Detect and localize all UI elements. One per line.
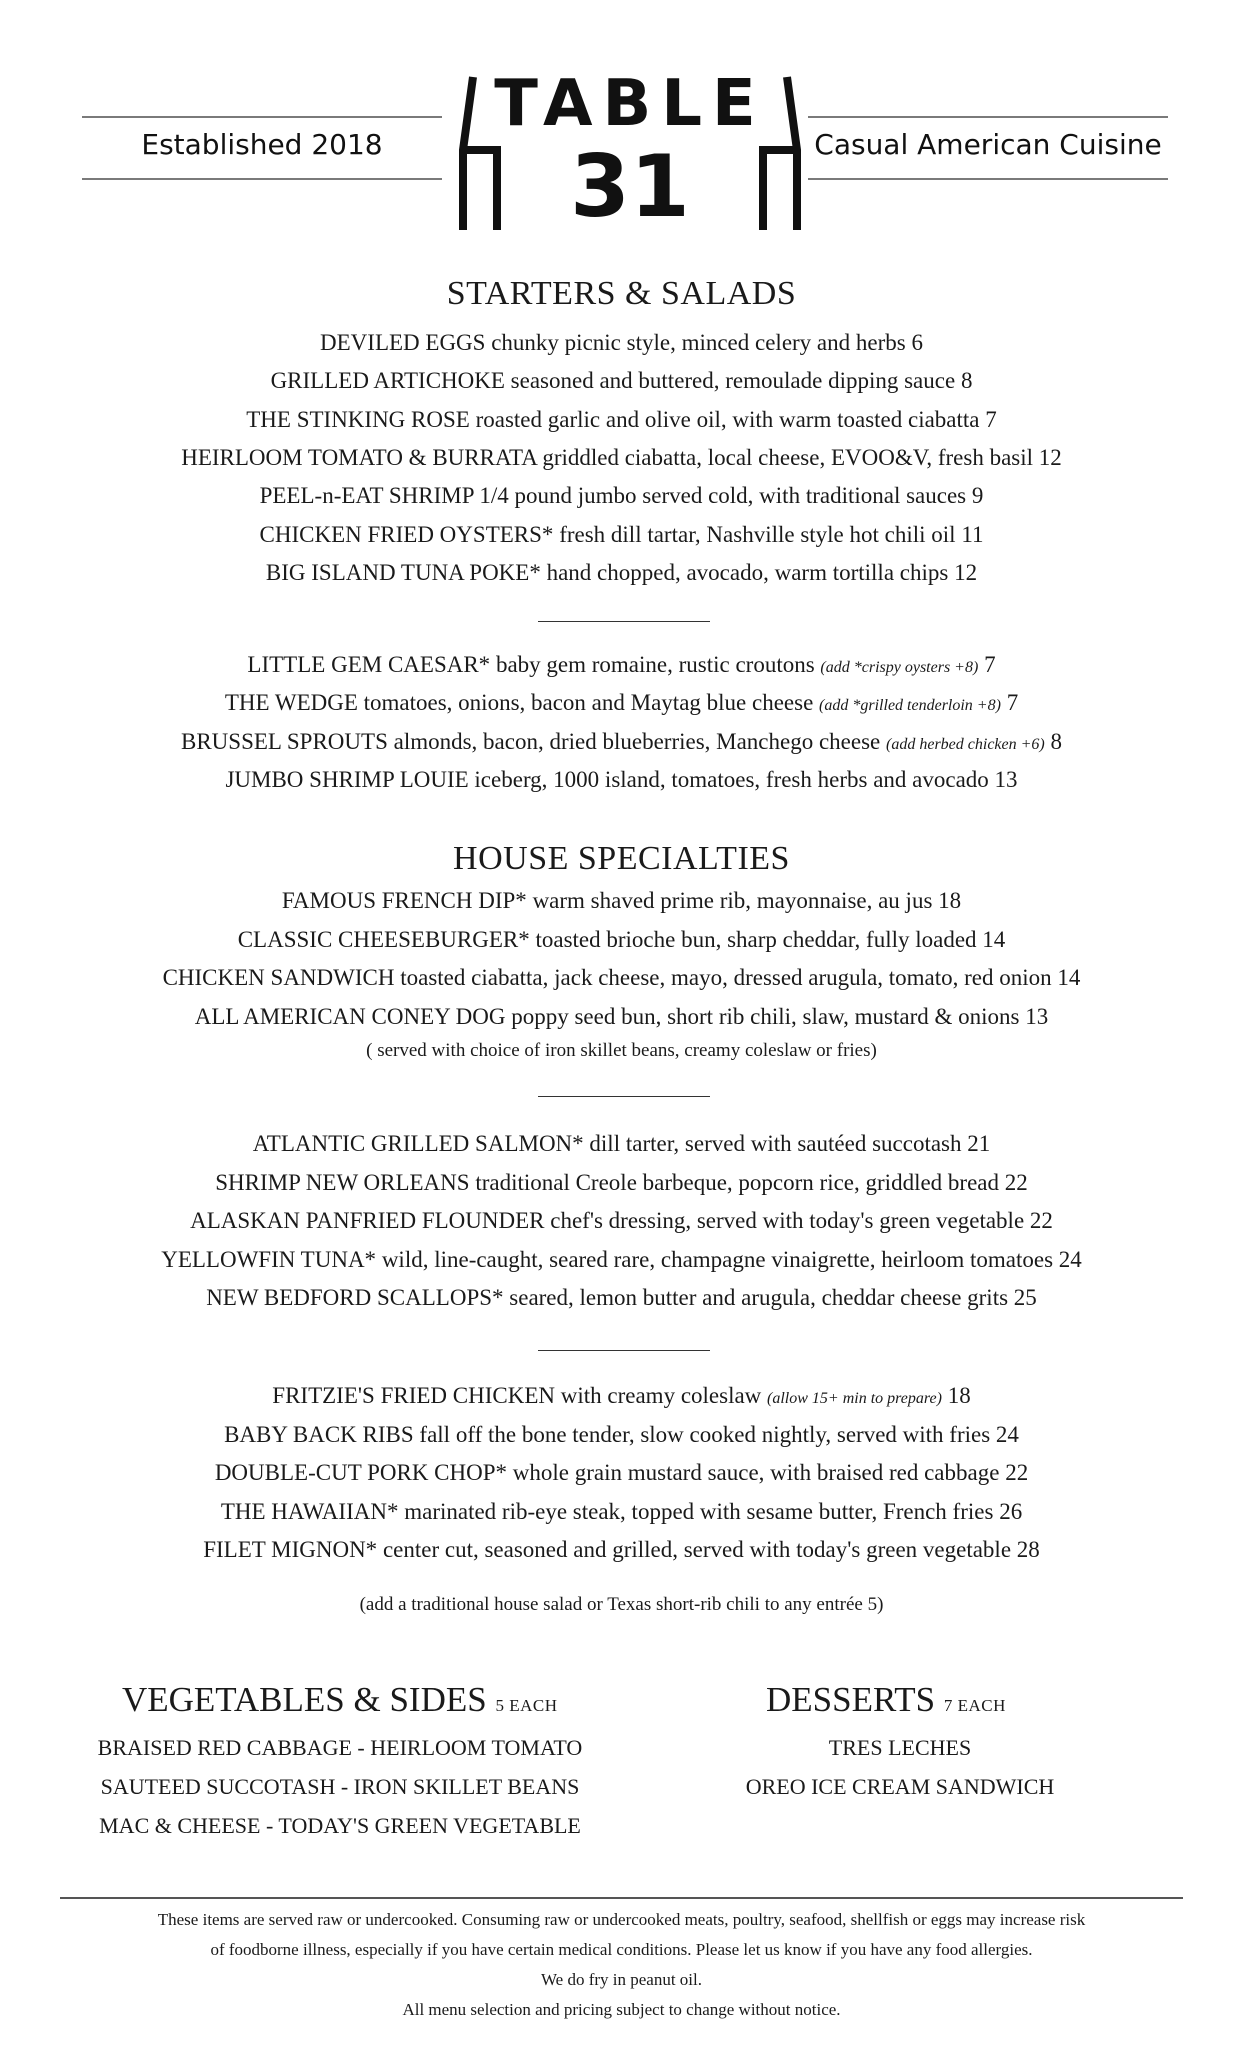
menu-item-description: hand chopped, avocado, warm tortilla chips <box>546 559 949 585</box>
menu-item <box>0 1499 1243 1525</box>
menu-item-price: 7 <box>985 406 997 432</box>
menu-item <box>0 560 1243 586</box>
menu-item-name: JUMBO SHRIMP LOUIE <box>225 766 469 792</box>
footer-rule <box>60 1897 1183 1899</box>
menu-item-price: 6 <box>911 330 923 355</box>
menu-item-price: 13 <box>1025 1003 1049 1029</box>
menu-item-description: seared, lemon butter and arugula, cheddar cheese grits <box>509 1285 1009 1310</box>
menu-item-price: 7 <box>1006 690 1019 716</box>
menu-item <box>0 965 1243 991</box>
menu-item-name: THE HAWAIIAN* <box>220 1498 399 1524</box>
header-rule <box>82 116 442 118</box>
menu-item-description: roasted garlic and olive oil, with warm toasted ciabatta <box>475 406 980 432</box>
section-divider <box>538 1350 710 1351</box>
menu-item-name: BABY BACK RIBS <box>224 1421 414 1447</box>
menu-item-name: THE STINKING ROSE <box>246 406 470 432</box>
menu-item-note: (allow 15+ min to prepare) <box>767 1390 942 1407</box>
menu-item-price: 7 <box>984 652 996 677</box>
section-divider <box>538 1096 710 1097</box>
menu-item-name: FAMOUS FRENCH DIP* <box>281 888 527 913</box>
menu-item-price: 25 <box>1013 1285 1037 1310</box>
menu-item-price: 14 <box>982 926 1006 952</box>
menu-item-price: 8 <box>960 368 973 394</box>
menu-item <box>0 445 1243 471</box>
menu-item <box>0 1004 1243 1030</box>
menu-item <box>0 1247 1243 1273</box>
menu-item-description: fresh dill tartar, Nashville style hot chili oil <box>559 521 956 547</box>
disclaimer-line: These items are served raw or undercooked. Consuming raw or undercooked meats, poultry, seafood, shellfish or eggs may increase risk <box>157 1910 1086 1929</box>
sides-title <box>122 1680 557 1720</box>
desserts-title <box>766 1680 1006 1720</box>
menu-item <box>0 1170 1243 1196</box>
menu-item-description: seasoned and buttered, remoulade dipping sauce <box>510 368 956 394</box>
menu-item-price: 22 <box>1029 1208 1053 1233</box>
section-title-starters: STARTERS & SALADS <box>446 275 797 312</box>
cuisine-tagline: Casual American Cuisine <box>814 128 1162 161</box>
menu-item-name: THE WEDGE <box>224 690 358 716</box>
dessert-line: TRES LECHES <box>828 1735 972 1760</box>
disclaimer-line: We do fry in peanut oil. <box>540 1970 703 1989</box>
menu-item-name: HEIRLOOM TOMATO & BURRATA <box>181 444 537 470</box>
menu-item-name: DEVILED EGGS <box>320 330 486 355</box>
menu-item-description: tomatoes, onions, bacon and Maytag blue cheese <box>363 690 814 716</box>
menu-item-name: CLASSIC CHEESEBURGER* <box>237 926 530 952</box>
menu-item <box>0 1131 1243 1157</box>
sides-line: MAC & CHEESE - TODAY'S GREEN VEGETABLE <box>99 1813 581 1838</box>
menu-item <box>0 1208 1243 1234</box>
menu-item-description: center cut, seasoned and grilled, served with today's green vegetable <box>382 1537 1012 1562</box>
menu-item-price: 24 <box>1058 1246 1082 1272</box>
menu-item-price: 11 <box>961 521 984 547</box>
menu-item-description: griddled ciabatta, local cheese, EVOO&V, fresh basil <box>542 444 1034 470</box>
entree-note: (add a traditional house salad or Texas short-rib chili to any entrée 5) <box>359 1594 884 1615</box>
menu-item-description: 1/4 pound jumbo served cold, with traditional sauces <box>479 483 967 509</box>
menu-item-description: marinated rib-eye steak, topped with sesame butter, French fries <box>404 1498 994 1524</box>
dessert-line: OREO ICE CREAM SANDWICH <box>745 1774 1055 1799</box>
menu-item-description: wild, line-caught, seared rare, champagne vinaigrette, heirloom tomatoes <box>381 1246 1054 1272</box>
menu-item <box>0 483 1243 509</box>
menu-item-price: 21 <box>967 1131 991 1156</box>
menu-item <box>0 522 1243 548</box>
menu-item-name: FILET MIGNON* <box>203 1537 378 1562</box>
menu-item <box>0 1422 1243 1448</box>
menu-item-name: NEW BEDFORD SCALLOPS* <box>206 1285 504 1310</box>
menu-item-name: PEEL-n-EAT SHRIMP <box>259 483 474 509</box>
logo-number: 31 <box>570 137 690 237</box>
menu-item-name: DOUBLE-CUT PORK CHOP* <box>214 1460 508 1485</box>
menu-item-description: whole grain mustard sauce, with braised red cabbage <box>512 1460 1000 1485</box>
menu-item-name: BIG ISLAND TUNA POKE* <box>265 559 541 585</box>
menu-item-description: dill tarter, served with sautéed succotash <box>589 1131 962 1156</box>
menu-item-price: 9 <box>971 483 984 509</box>
menu-item-description: chunky picnic style, minced celery and herbs <box>491 330 906 355</box>
menu-item-description: chef's dressing, served with today's green vegetable <box>550 1208 1025 1233</box>
menu-item-note: (add *crispy oysters +8) <box>820 659 979 676</box>
section-divider <box>538 621 710 622</box>
menu-item-name: CHICKEN FRIED OYSTERS* <box>259 521 554 547</box>
menu-item <box>0 1537 1243 1563</box>
menu-item-name: GRILLED ARTICHOKE <box>270 368 505 394</box>
established-tagline: Established 2018 <box>141 128 383 161</box>
menu-item-name: FRITZIE'S FRIED CHICKEN <box>272 1383 555 1408</box>
menu-item <box>0 652 1243 678</box>
menu-item <box>0 407 1243 433</box>
menu-item-description: warm shaved prime rib, mayonnaise, au jus <box>532 888 933 913</box>
menu-item-description: almonds, bacon, dried blueberries, Manchego cheese <box>393 728 881 754</box>
menu-item <box>0 767 1243 793</box>
menu-item-name: CHICKEN SANDWICH <box>162 965 395 990</box>
menu-item-price: 22 <box>1004 1169 1028 1195</box>
menu-item-name: SHRIMP NEW ORLEANS <box>215 1169 470 1195</box>
menu-item-name: LITTLE GEM CAESAR* <box>247 652 491 677</box>
table-31-logo <box>455 67 805 237</box>
menu-item-name: ALASKAN PANFRIED FLOUNDER <box>190 1208 545 1233</box>
menu-item-description: toasted ciabatta, jack cheese, mayo, dressed arugula, tomato, red onion <box>400 965 1052 990</box>
section-title-specialties: HOUSE SPECIALTIES <box>453 840 790 877</box>
sides-line: SAUTEED SUCCOTASH - IRON SKILLET BEANS <box>100 1774 580 1799</box>
disclaimer-line: All menu selection and pricing subject to change without notice. <box>402 2000 841 2019</box>
menu-item-description: traditional Creole barbeque, popcorn rice, griddled bread <box>475 1169 999 1195</box>
menu-item <box>0 368 1243 394</box>
desserts-title-text: DESSERTS <box>766 1680 936 1719</box>
menu-item <box>0 330 1243 356</box>
menu-item <box>0 927 1243 953</box>
menu-item-name: YELLOWFIN TUNA* <box>161 1246 377 1272</box>
menu-item-name: BRUSSEL SPROUTS <box>181 728 388 754</box>
menu-item-price: 18 <box>938 888 962 913</box>
menu-item-price: 8 <box>1050 728 1062 754</box>
menu-item <box>0 1383 1243 1409</box>
desserts-price: 7 EACH <box>943 1696 1006 1715</box>
menu-item-price: 24 <box>995 1421 1019 1447</box>
menu-item-description: with creamy coleslaw <box>560 1383 762 1408</box>
header-rule <box>808 116 1168 118</box>
menu-item-name: ALL AMERICAN CONEY DOG <box>194 1003 506 1029</box>
menu-item-price: 13 <box>994 766 1018 792</box>
disclaimer-line: of foodborne illness, especially if you have certain medical conditions. Please let us know if you have any food allergies. <box>210 1940 1033 1959</box>
sides-line: BRAISED RED CABBAGE - HEIRLOOM TOMATO <box>97 1735 583 1760</box>
menu-item-note: (add herbed chicken +6) <box>886 735 1045 753</box>
header-rule <box>82 178 442 180</box>
menu-item <box>0 888 1243 914</box>
menu-item-price: 28 <box>1016 1537 1040 1562</box>
sides-title-text: VEGETABLES & SIDES <box>122 1680 487 1719</box>
menu-item-price: 12 <box>954 559 978 585</box>
menu-item-description: fall off the bone tender, slow cooked nightly, served with fries <box>419 1421 991 1447</box>
menu-item <box>0 1285 1243 1311</box>
menu-item <box>0 690 1243 716</box>
header-rule <box>808 178 1168 180</box>
menu-item-price: 22 <box>1005 1460 1029 1485</box>
menu-item-description: iceberg, 1000 island, tomatoes, fresh herbs and avocado <box>474 766 989 792</box>
sides-price: 5 EACH <box>495 1696 558 1715</box>
menu-item-price: 26 <box>999 1498 1023 1524</box>
menu-item <box>0 729 1243 755</box>
menu-item-note: (add *grilled tenderloin +8) <box>819 697 1001 715</box>
menu-header <box>0 0 1243 240</box>
sandwich-note: ( served with choice of iron skillet beans, creamy coleslaw or fries) <box>366 1040 877 1061</box>
logo-word: TABLE <box>494 67 766 141</box>
menu-item-price: 12 <box>1038 444 1062 470</box>
menu-item-description: poppy seed bun, short rib chili, slaw, mustard & onions <box>511 1003 1020 1029</box>
menu-item-price: 14 <box>1057 965 1081 990</box>
menu-item-description: toasted brioche bun, sharp cheddar, fully loaded <box>535 926 977 952</box>
menu-item-name: ATLANTIC GRILLED SALMON* <box>252 1131 584 1156</box>
menu-item-price: 18 <box>947 1383 971 1408</box>
menu-item-description: baby gem romaine, rustic croutons <box>495 652 815 677</box>
menu-item <box>0 1460 1243 1486</box>
